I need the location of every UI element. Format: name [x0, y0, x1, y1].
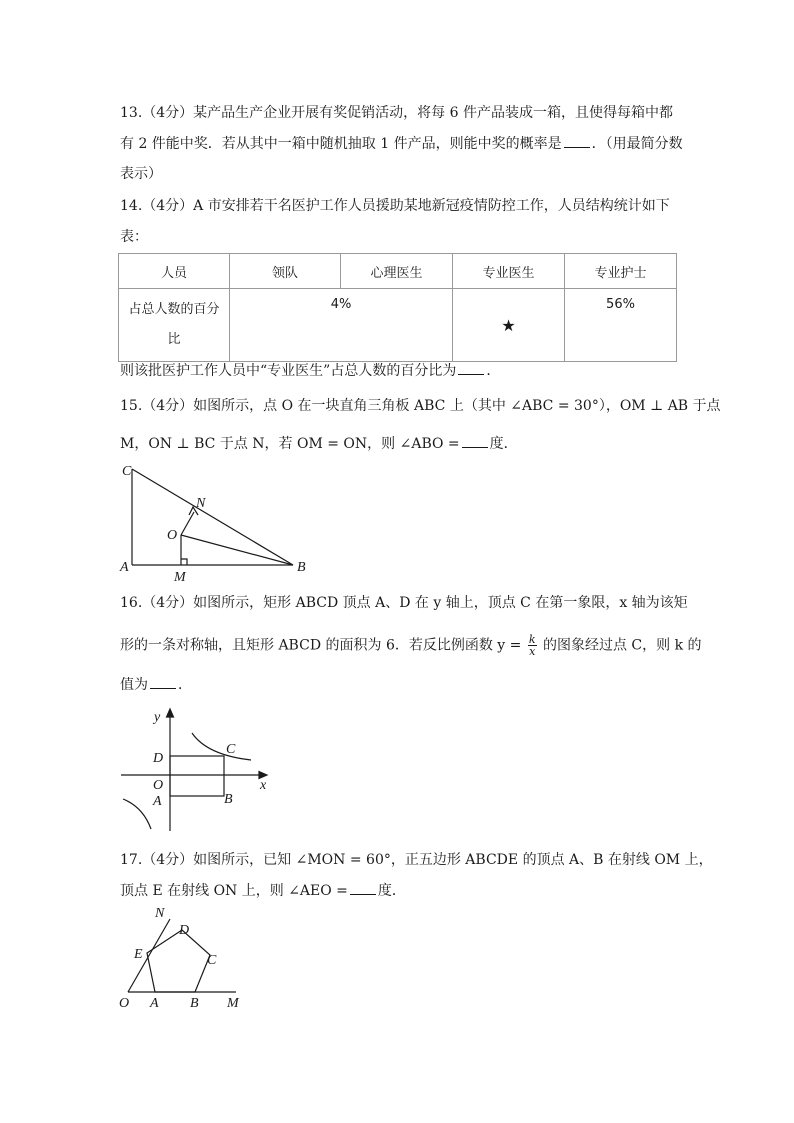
label-b: B: [190, 996, 199, 1011]
q13-line-2: [120, 134, 683, 154]
pentagon-abcde: [147, 930, 210, 992]
q16-line-2: [120, 634, 702, 657]
q15-answer-blank: [462, 435, 488, 448]
label-a: A: [120, 560, 129, 575]
q15-text-a: M，ON ⊥ BC 于点 N，若 OM = ON，则 ∠ABO =: [120, 436, 460, 452]
q17-answer-blank: [350, 882, 376, 895]
table-row: [119, 289, 677, 362]
q17-line-1: 17.（4分）如图所示，已知 ∠MON = 60°，正五边形 ABCDE 的顶点 A、B 在射线 OM 上，: [120, 852, 713, 868]
table-header-personnel: 人员: [119, 254, 230, 289]
q16-text-a: 形的一条对称轴，且矩形 ABCD 的面积为 6．若反比例函数 y =: [120, 637, 522, 654]
label-o: O: [167, 528, 178, 543]
label-c: C: [207, 953, 217, 968]
q16-line-3: [120, 675, 192, 695]
triangle-figure: [110, 455, 320, 585]
q13-line-3: 表示）: [120, 166, 162, 182]
segment-on: [181, 512, 194, 535]
q16-text-c: 值为: [120, 677, 148, 693]
q14-after-line: [120, 361, 500, 381]
label-a: A: [153, 794, 162, 809]
q13-text-b: ．（用最简分数: [591, 136, 683, 152]
q13-line-1: 13.（4分）某产品生产企业开展有奖促销活动，将每 6 件产品装成一箱，且使得每箱中都: [120, 105, 673, 121]
label-m: M: [227, 996, 239, 1011]
personnel-table: [118, 253, 677, 362]
side-cb: [132, 469, 293, 565]
table-header-nurse: 专业护士: [565, 254, 677, 289]
q16-text-d: ．: [178, 677, 192, 693]
q15-text-b: 度．: [489, 436, 518, 452]
fraction-k-over-x: [528, 634, 537, 657]
label-e: E: [134, 947, 143, 962]
coordinate-figure: [115, 703, 285, 833]
label-n: N: [155, 906, 165, 921]
row-label-part-1: 占总人数的百分: [128, 302, 220, 317]
row-label-part-2: 比: [167, 332, 181, 347]
q14-line-2: 表：: [120, 229, 148, 245]
label-d: D: [153, 751, 164, 766]
fraction-denominator: x: [529, 645, 536, 658]
label-y: y: [154, 710, 161, 725]
label-o: O: [119, 996, 130, 1011]
hyperbola-branch-2: [123, 799, 151, 829]
label-c: C: [226, 742, 236, 757]
fraction-numerator: k: [528, 633, 536, 646]
q14-answer-blank: [458, 362, 484, 375]
q13-answer-blank: [564, 135, 590, 148]
segment-ob: [181, 535, 293, 565]
table-header-psychologist: 心理医生: [341, 254, 453, 289]
q17-line-2: [120, 881, 406, 901]
rectangle-abcd: [170, 756, 224, 796]
pentagon-figure: [115, 903, 255, 1013]
table-header-leader: 领队: [230, 254, 341, 289]
label-c: C: [122, 464, 132, 479]
table-row-label: [119, 289, 230, 362]
label-x: x: [260, 778, 267, 793]
label-n: N: [196, 496, 206, 511]
q14-after-text-b: ．: [486, 363, 501, 379]
q15-line-2: [120, 434, 518, 454]
table-header-row: [119, 254, 677, 289]
q17-text-a: 顶点 E 在射线 ON 上，则 ∠AEO =: [120, 883, 348, 899]
q14-line-1: 14.（4分）A 市安排若干名医护工作人员援助某地新冠疫情防控工作，人员结构统计如下: [120, 198, 670, 214]
q16-text-b: 的图象经过点 C，则 k 的: [542, 637, 702, 654]
label-o: O: [153, 778, 164, 793]
nurse-percent: 56%: [565, 289, 677, 362]
label-b: B: [297, 560, 306, 575]
label-d: D: [179, 923, 190, 938]
doctor-percent-star: ★: [453, 289, 565, 362]
q14-after-text-a: 则该批医护工作人员中“专业医生”占总人数的百分比为: [120, 363, 457, 379]
q13-text-a: 有 2 件能中奖．若从其中一箱中随机抽取 1 件产品，则能中奖的概率是: [120, 136, 562, 152]
q16-line-1: 16.（4分）如图所示，矩形 ABCD 顶点 A、D 在 y 轴上，顶点 C 在第一象限，x 轴为该矩: [120, 595, 688, 611]
q17-text-b: 度．: [377, 883, 406, 899]
table-header-doctor: 专业医生: [453, 254, 565, 289]
right-angle-mark-m: [181, 559, 187, 565]
leader-psych-percent: 4%: [230, 289, 453, 362]
q16-answer-blank: [150, 676, 176, 689]
q15-line-1: 15.（4分）如图所示，点 O 在一块直角三角板 ABC 上（其中 ∠ABC = 30°），OM ⊥ AB 于点: [120, 398, 721, 414]
label-b: B: [224, 792, 233, 807]
y-axis-arrow: [167, 709, 174, 717]
label-m: M: [174, 570, 186, 585]
label-a: A: [150, 996, 159, 1011]
